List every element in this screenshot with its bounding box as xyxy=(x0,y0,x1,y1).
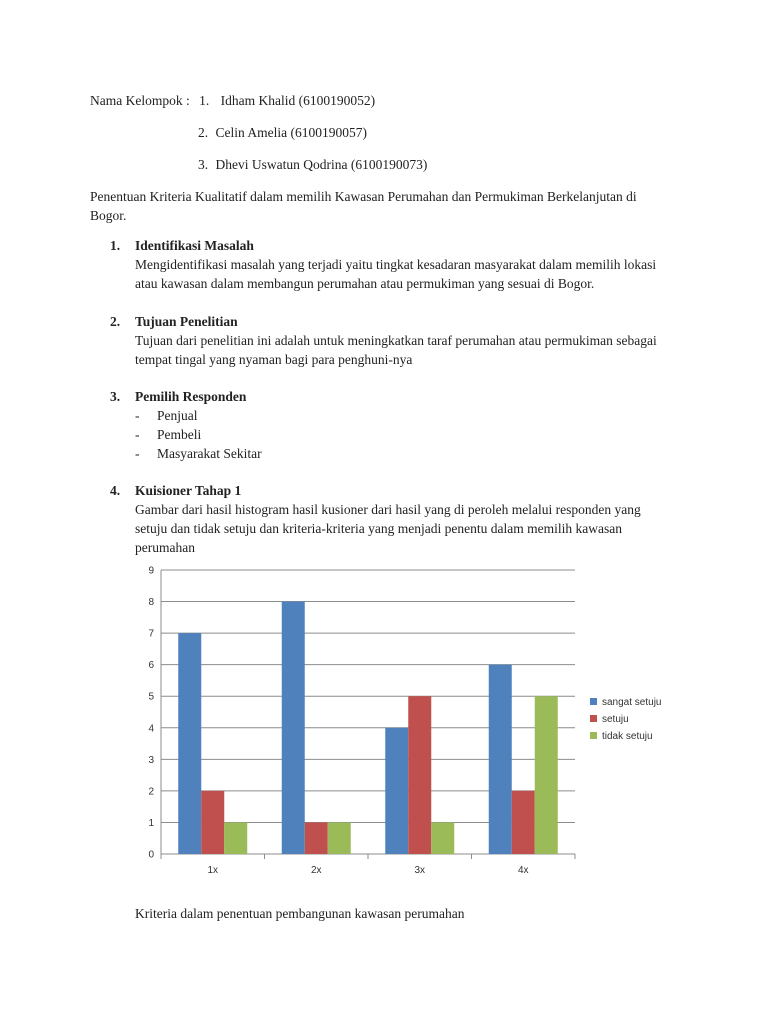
y-tick-label: 3 xyxy=(148,754,154,766)
group-header xyxy=(90,92,375,110)
y-tick-label: 7 xyxy=(148,628,154,640)
legend-swatch xyxy=(590,715,597,722)
bar-setuju-1x xyxy=(201,791,224,854)
bar-setuju-2x xyxy=(305,822,328,854)
section-heading xyxy=(110,237,675,255)
bar-tidak-setuju-1x xyxy=(224,822,247,854)
member-number: 3. xyxy=(198,157,209,172)
list-dash: - xyxy=(135,446,140,461)
bar-sangat-setuju-4x xyxy=(489,665,512,854)
respondent-list xyxy=(135,406,675,463)
y-tick-label: 5 xyxy=(148,691,154,703)
list-item xyxy=(135,425,675,444)
group-label: Nama Kelompok : xyxy=(90,93,190,108)
member-row xyxy=(198,156,427,174)
section-identifikasi-masalah xyxy=(110,237,675,293)
bar-sangat-setuju-1x xyxy=(178,633,201,854)
bar-tidak-setuju-2x xyxy=(328,822,351,854)
list-item xyxy=(135,444,675,463)
legend-label: tidak setuju xyxy=(602,731,653,742)
section-title: Identifikasi Masalah xyxy=(135,238,254,253)
list-item-text: Masyarakat Sekitar xyxy=(157,446,262,461)
section-kuisioner-tahap-1 xyxy=(110,482,675,557)
x-tick-label: 2x xyxy=(310,865,322,876)
y-tick-label: 0 xyxy=(148,849,154,861)
legend-label: setuju xyxy=(602,714,629,725)
section-pemilih-responden xyxy=(110,388,675,463)
section-number: 3. xyxy=(110,389,121,404)
member-name: Idham Khalid (6100190052) xyxy=(220,93,376,108)
section-number: 2. xyxy=(110,314,121,329)
section-body: Gambar dari hasil histogram hasil kusioner dari hasil yang di peroleh melalui responden yang setuju dan tidak setuju dan kriteria-kriteria yang menjadi penentu dalam memilih kawasan perumahan xyxy=(135,502,641,555)
bar-tidak-setuju-3x xyxy=(431,822,454,854)
section-body: Tujuan dari penelitian ini adalah untuk meningkatkan taraf perumahan atau permukiman sebagai tempat tingal yang nyaman bagi para penghuni-nya xyxy=(135,333,657,367)
y-tick-label: 9 xyxy=(148,565,154,577)
list-dash: - xyxy=(135,408,140,423)
x-tick-label: 4x xyxy=(517,865,529,876)
y-tick-label: 8 xyxy=(148,597,154,609)
section-heading xyxy=(110,388,675,406)
bar-sangat-setuju-2x xyxy=(282,602,305,854)
legend-swatch xyxy=(590,698,597,705)
legend-label: sangat setuju xyxy=(602,697,662,708)
histogram-chart xyxy=(130,560,690,880)
chart-svg xyxy=(130,560,690,880)
chart-caption: Kriteria dalam penentuan pembangunan kawasan perumahan xyxy=(135,906,465,921)
section-number: 1. xyxy=(110,238,121,253)
list-item-text: Penjual xyxy=(157,408,198,423)
x-tick-label: 1x xyxy=(207,865,219,876)
list-item-text: Pembeli xyxy=(157,427,202,442)
member-number: 2. xyxy=(198,125,209,140)
section-body: Mengidentifikasi masalah yang terjadi yaitu tingkat kesadaran masyarakat dalam memilih lokasi atau kawasan dalam membangun perumahan atau permukiman yang sesuai di Bogor. xyxy=(135,257,657,291)
member-name: Celin Amelia (6100190057) xyxy=(215,125,367,140)
list-dash: - xyxy=(135,427,140,442)
y-tick-label: 1 xyxy=(148,817,154,829)
member-name: Dhevi Uswatun Qodrina (6100190073) xyxy=(215,157,428,172)
x-tick-label: 3x xyxy=(414,865,426,876)
section-heading xyxy=(110,482,675,500)
bar-setuju-3x xyxy=(408,696,431,854)
list-item xyxy=(135,406,675,425)
bar-sangat-setuju-3x xyxy=(385,728,408,854)
y-tick-label: 4 xyxy=(148,723,154,735)
section-tujuan-penelitian xyxy=(110,313,675,369)
section-title: Pemilih Responden xyxy=(135,389,247,404)
section-heading xyxy=(110,313,675,331)
y-tick-label: 6 xyxy=(148,660,154,672)
section-title: Kuisioner Tahap 1 xyxy=(135,483,242,498)
member-number: 1. xyxy=(199,93,210,108)
y-tick-label: 2 xyxy=(148,786,154,798)
member-row xyxy=(198,124,367,142)
intro-paragraph: Penentuan Kriteria Kualitatif dalam memilih Kawasan Perumahan dan Permukiman Berkelanjutan di Bogor. xyxy=(90,189,637,223)
section-number: 4. xyxy=(110,483,121,498)
bar-setuju-4x xyxy=(512,791,535,854)
legend-swatch xyxy=(590,732,597,739)
bar-tidak-setuju-4x xyxy=(535,696,558,854)
section-title: Tujuan Penelitian xyxy=(135,314,238,329)
